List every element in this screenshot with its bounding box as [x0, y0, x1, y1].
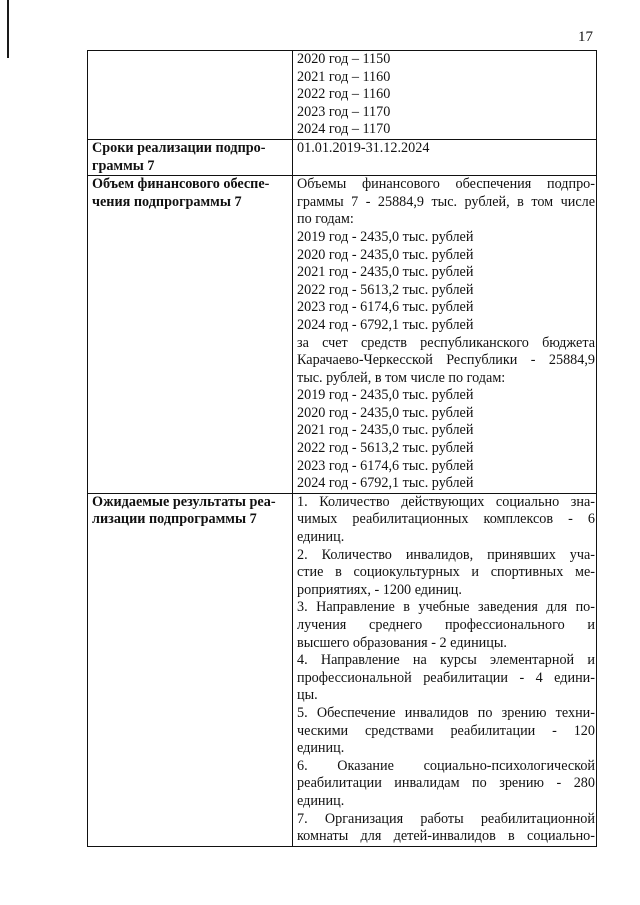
row-expected-results [88, 493, 597, 846]
value-line: ческими средствами реабилитации - 120 [297, 722, 595, 739]
value-line: роприятиях, - 1200 единиц. [297, 581, 462, 598]
value-line: 2021 год - 2435,0 тыс. рублей [297, 422, 474, 439]
value-line: 2023 год - 6174,6 тыс. рублей [297, 457, 474, 474]
value-line: 2022 год - 5613,2 тыс. рублей [297, 440, 474, 457]
value-line: 2020 год - 2435,0 тыс. рублей [297, 404, 474, 421]
value-line: 01.01.2019-31.12.2024 [297, 139, 430, 156]
value-line: 3. Направление в учебные заведения для по- [297, 599, 595, 616]
value-line: чимых реабилитационных комплексов - 6 [297, 511, 595, 528]
value-line: 1. Количество действующих социально зна- [297, 493, 595, 510]
row-label [88, 176, 293, 494]
row-label [88, 51, 293, 140]
label-line: лизации подпрограммы 7 [92, 511, 257, 528]
value-line: комнаты для детей-инвалидов в социально- [297, 828, 595, 845]
value-line: реабилитации инвалидам по зрению - 280 [297, 775, 595, 792]
row-value [293, 176, 597, 494]
value-line: цы. [297, 687, 318, 704]
row-label [88, 493, 293, 846]
value-line: 2021 год - 2435,0 тыс. рублей [297, 264, 474, 281]
value-line: 2021 год – 1160 [297, 68, 391, 85]
label-line: Объем финансового обеспе- [92, 176, 270, 193]
value-line: 7. Организация работы реабилитационной [297, 810, 595, 827]
value-line: стие в социокультурных и спортивных ме- [297, 564, 595, 581]
value-line: лучения среднего профессионального и [297, 617, 595, 633]
value-line: профессиональной реабилитации - 4 едини- [297, 669, 595, 686]
value-line: единиц. [297, 792, 345, 809]
value-line: по годам: [297, 211, 354, 228]
value-line: 2023 год – 1170 [297, 103, 391, 120]
label-line: чения подпрограммы 7 [92, 193, 242, 210]
value-line: Объемы финансового обеспечения подпро- [297, 176, 595, 193]
value-line: 2020 год – 1150 [297, 51, 391, 67]
value-line: 2019 год - 2435,0 тыс. рублей [297, 228, 474, 245]
value-line: 5. Обеспечение инвалидов по зрению техни- [297, 704, 595, 721]
row-implementation-period [88, 139, 597, 175]
value-line: единиц. [297, 740, 345, 757]
row-value [293, 139, 597, 175]
value-line: 2022 год - 5613,2 тыс. рублей [297, 281, 474, 298]
value-line: единиц. [297, 529, 345, 546]
value-line: за счет средств республиканского бюджета [297, 334, 595, 351]
value-line: граммы 7 - 25884,9 тыс. рублей, в том числе [297, 193, 595, 210]
row-value [293, 493, 597, 846]
value-line: Карачаево-Черкесской Республики - 25884,9 [297, 352, 595, 369]
value-line: 2023 год - 6174,6 тыс. рублей [297, 299, 474, 316]
value-line: 2024 год - 6792,1 тыс. рублей [297, 475, 474, 492]
value-line: высшего образования - 2 единицы. [297, 634, 507, 651]
label-line: Сроки реализации подпро- [92, 139, 266, 156]
label-line: Ожидаемые результаты реа- [92, 493, 276, 510]
value-line: 2019 год - 2435,0 тыс. рублей [297, 387, 474, 404]
value-line: 2020 год - 2435,0 тыс. рублей [297, 246, 474, 263]
value-line: 6. Оказание социально-психологической [297, 757, 595, 774]
row-value [293, 51, 597, 140]
value-line: 2024 год – 1170 [297, 121, 391, 138]
page-number: 17 [578, 29, 593, 45]
label-line: граммы 7 [92, 157, 155, 174]
value-line: 2022 год – 1160 [297, 86, 391, 103]
value-line: 4. Направление на курсы элементарной и [297, 652, 595, 669]
margin-rule [7, 0, 9, 58]
subprogram-passport-table [87, 50, 597, 847]
value-line: 2. Количество инвалидов, принявших уча- [297, 546, 595, 563]
value-line: тыс. рублей, в том числе по годам: [297, 369, 506, 386]
row-label [88, 139, 293, 175]
value-line: 2024 год - 6792,1 тыс. рублей [297, 316, 474, 333]
row-financing-volume [88, 176, 597, 494]
row-indicators-continued [88, 51, 597, 140]
